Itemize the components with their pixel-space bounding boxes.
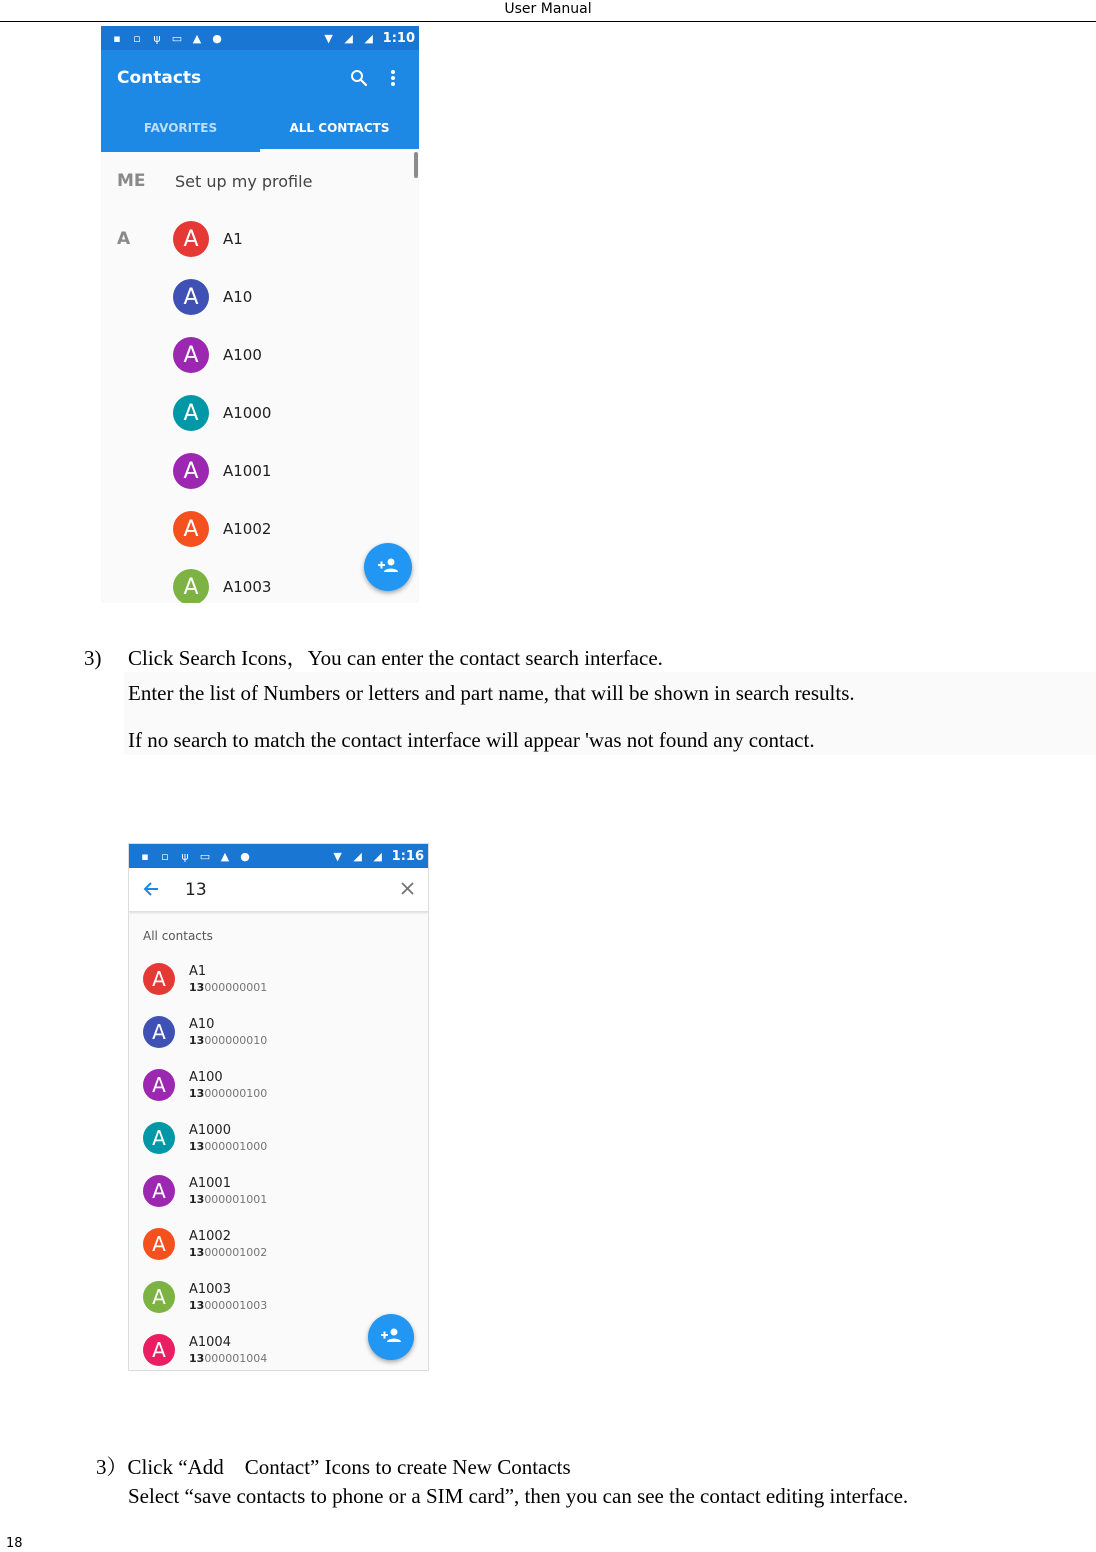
step-text: Click “Add Contact” Icons to create New Contacts (127, 1455, 571, 1479)
contact-row[interactable] (101, 268, 419, 326)
result-phone-number (189, 1246, 267, 1259)
contact-name: A1000 (223, 404, 272, 422)
warning-icon: ▲ (220, 849, 230, 863)
result-text (189, 1229, 267, 1259)
matched-digits: 13 (189, 1192, 205, 1206)
result-phone-number (189, 1193, 267, 1206)
usb-icon: ψ (181, 849, 189, 863)
avatar: A (173, 395, 209, 431)
avatar: A (173, 279, 209, 315)
remaining-digits: 000000001 (204, 980, 268, 994)
search-icon[interactable] (347, 66, 371, 90)
contact-row[interactable] (101, 442, 419, 500)
contact-name: A100 (223, 346, 262, 364)
matched-digits: 13 (189, 1086, 205, 1100)
warning-icon: ▲ (192, 31, 202, 45)
results-header: All contacts (143, 929, 213, 943)
result-phone-number (189, 1299, 267, 1312)
result-name: A1001 (189, 1175, 231, 1191)
matched-digits: 13 (189, 1139, 205, 1153)
remaining-digits: 000001003 (204, 1298, 268, 1312)
image-icon: ▫ (161, 849, 169, 863)
avatar: A (173, 337, 209, 373)
wifi-icon: ▼ (333, 849, 342, 863)
result-text (189, 1070, 267, 1100)
status-time: 1:10 (382, 30, 415, 46)
signal-g-icon: ◢ (353, 849, 362, 863)
step-number: 3) (84, 646, 102, 670)
avatar: A (143, 1069, 175, 1101)
contact-row[interactable] (101, 326, 419, 384)
tab-all-contacts[interactable]: ALL CONTACTS (260, 106, 419, 152)
remaining-digits: 000001004 (204, 1351, 268, 1365)
result-text (189, 964, 267, 994)
search-description-line-2: If no search to match the contact interface will appear 'was not found any contact. (128, 728, 815, 752)
android-debug-icon: ● (240, 849, 250, 863)
avatar: A (173, 569, 209, 603)
avatar: A (143, 1016, 175, 1048)
avatar: A (143, 1175, 175, 1207)
search-results-list (129, 952, 428, 1371)
result-row[interactable] (129, 1005, 428, 1058)
matched-digits: 13 (189, 1298, 205, 1312)
result-phone-number (189, 1034, 267, 1047)
wifi-icon: ▼ (324, 31, 333, 45)
avatar: A (143, 963, 175, 995)
result-text (189, 1282, 267, 1312)
result-text (189, 1017, 267, 1047)
result-row[interactable] (129, 1217, 428, 1270)
result-name: A100 (189, 1069, 223, 1085)
result-name: A1000 (189, 1122, 231, 1138)
add-contact-button[interactable] (368, 1314, 414, 1360)
image-icon: ▫ (133, 31, 141, 45)
remaining-digits: 000001000 (204, 1139, 268, 1153)
avatar: A (173, 221, 209, 257)
result-text (189, 1123, 267, 1153)
result-row[interactable] (129, 1058, 428, 1111)
result-name: A1003 (189, 1281, 231, 1297)
app-title: Contacts (117, 68, 202, 88)
step-3-search (84, 642, 663, 672)
usb-icon: ψ (153, 31, 161, 45)
avatar: A (143, 1122, 175, 1154)
battery-saver-icon: ▭ (171, 31, 183, 45)
contact-row[interactable] (101, 384, 419, 442)
result-row[interactable] (129, 952, 428, 1005)
me-label: ME (117, 171, 146, 191)
contact-row[interactable] (101, 210, 419, 268)
tab-favorites[interactable]: FAVORITES (143, 121, 218, 135)
status-bar (129, 844, 428, 868)
android-debug-icon: ● (212, 31, 222, 45)
scrollbar-thumb[interactable] (414, 152, 418, 178)
result-name: A1004 (189, 1334, 231, 1350)
contact-name: A1002 (223, 520, 272, 538)
contacts-screenshot (101, 26, 419, 603)
status-bar (101, 26, 419, 50)
contact-name: A1 (223, 230, 243, 248)
search-description-line-1: Enter the list of Numbers or letters and part name, that will be shown in search results. (128, 681, 855, 705)
add-contact-button[interactable] (364, 543, 412, 591)
contact-name: A1003 (223, 578, 272, 596)
result-phone-number (189, 1352, 267, 1365)
profile-row[interactable] (101, 152, 419, 210)
toolbar (101, 50, 419, 106)
add-contact-description: Select “save contacts to phone or a SIM card”, then you can see the contact editing interface. (128, 1484, 909, 1508)
page-header (0, 0, 1096, 22)
sd-card-icon: ▪ (141, 849, 149, 863)
result-phone-number (189, 1140, 267, 1153)
remaining-digits: 000001002 (204, 1245, 268, 1259)
signal-g-icon: ◢ (344, 31, 353, 45)
contact-list (101, 210, 419, 603)
result-text (189, 1335, 267, 1365)
sd-card-icon: ▪ (113, 31, 121, 45)
avatar: A (143, 1281, 175, 1313)
avatar: A (143, 1228, 175, 1260)
result-phone-number (189, 1087, 267, 1100)
step-number: 3） (96, 1455, 128, 1479)
avatar: A (173, 453, 209, 489)
remaining-digits: 000000010 (204, 1033, 268, 1047)
more-options-icon[interactable] (381, 66, 405, 90)
add-person-icon (377, 557, 399, 578)
search-bar (129, 868, 428, 912)
result-row[interactable] (129, 1111, 428, 1164)
contact-name: A1001 (223, 462, 272, 480)
result-phone-number (189, 981, 267, 994)
header-title: User Manual (504, 1, 592, 17)
battery-saver-icon: ▭ (199, 849, 211, 863)
result-name: A1 (189, 963, 207, 979)
avatar: A (143, 1334, 175, 1366)
step-3-add-contact (96, 1451, 571, 1481)
matched-digits: 13 (189, 1351, 205, 1365)
add-person-icon (380, 1327, 402, 1348)
search-screenshot (128, 843, 429, 1371)
result-name: A10 (189, 1016, 215, 1032)
app-bar (101, 26, 419, 152)
step-text: Click Search Icons，You can enter the contact search interface. (128, 646, 663, 670)
signal-e-icon: ◢ (373, 849, 382, 863)
result-text (189, 1176, 267, 1206)
signal-e-icon: ◢ (364, 31, 373, 45)
setup-profile-text: Set up my profile (175, 171, 313, 191)
search-input[interactable]: 13 (185, 879, 207, 900)
tab-bar (101, 106, 419, 152)
avatar: A (173, 511, 209, 547)
contact-name: A10 (223, 288, 253, 306)
section-letter: A (117, 229, 131, 249)
matched-digits: 13 (189, 980, 205, 994)
page-number: 18 (6, 1536, 23, 1551)
matched-digits: 13 (189, 1033, 205, 1047)
result-row[interactable] (129, 1164, 428, 1217)
remaining-digits: 000000100 (204, 1086, 268, 1100)
status-time: 1:16 (391, 848, 424, 864)
back-arrow-icon[interactable] (143, 878, 167, 902)
remaining-digits: 000001001 (204, 1192, 268, 1206)
result-name: A1002 (189, 1228, 231, 1244)
clear-search-icon[interactable] (390, 879, 414, 900)
matched-digits: 13 (189, 1245, 205, 1259)
